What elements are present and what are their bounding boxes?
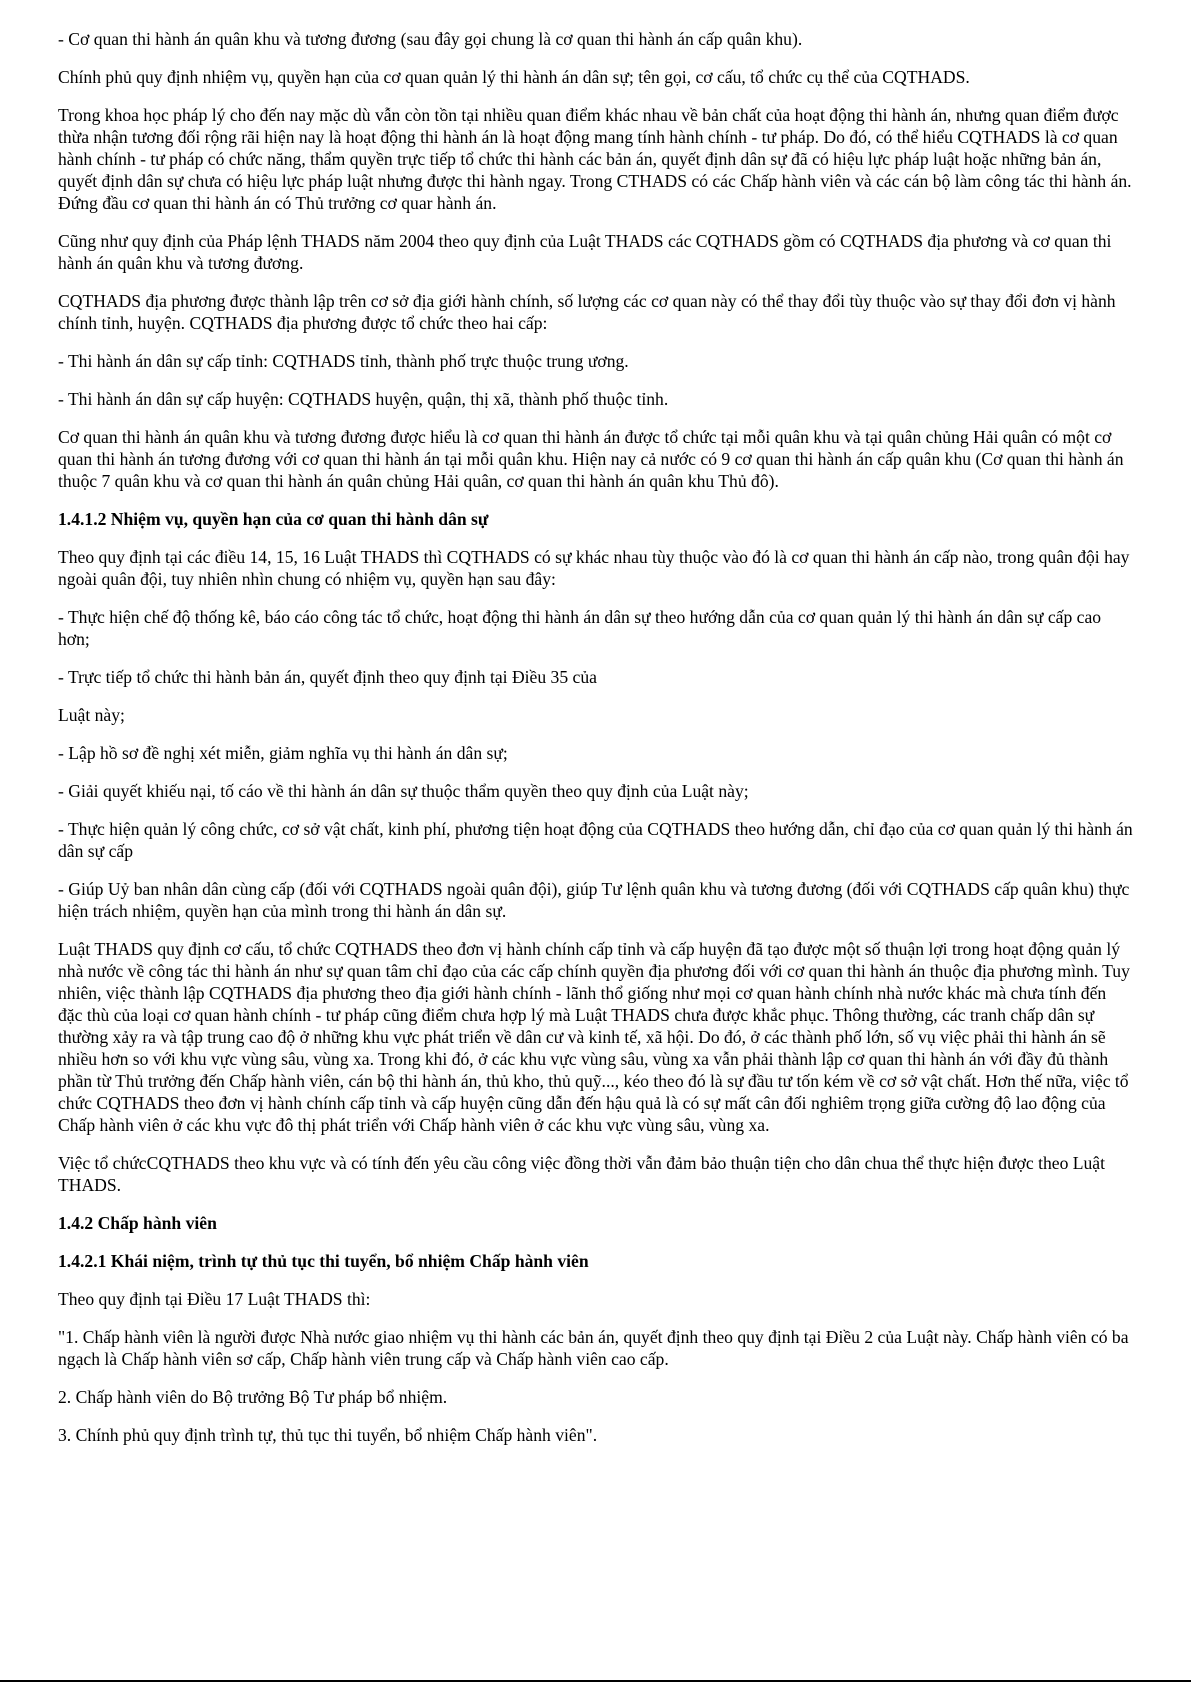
list-item-statistics: - Thực hiện chế độ thống kê, báo cáo công tác tổ chức, hoạt động thi hành án dân sự theo hướng dẫn của cơ quan quản lý thi hành án dân sự cấp cao hơn;	[58, 607, 1102, 649]
quote-clause-1: "1. Chấp hành viên là người được Nhà nước giao nhiệm vụ thi hành các bản án, quyết định theo quy định tại Điều 2 của Luật này. Chấp hành viên có ba ngạch là Chấp hành viên sơ cấp, Chấp hành viên trung cấp và Chấp hành viên cao cấp.	[58, 1327, 1129, 1369]
list-item-provincial: - Thi hành án dân sự cấp tỉnh: CQTHADS tỉnh, thành phố trực thuộc trung ương.	[58, 351, 629, 371]
paragraph-military-agency: - Cơ quan thi hành án quân khu và tương đương (sau đây gọi chung là cơ quan thi hành án cấp quân khu).	[58, 29, 803, 49]
section-heading-enforcer: 1.4.2 Chấp hành viên	[58, 1213, 217, 1233]
section-heading-enforcer-concept: 1.4.2.1 Khái niệm, trình tự thủ tục thi tuyển, bổ nhiệm Chấp hành viên	[58, 1251, 589, 1271]
paragraph-government-regulation: Chính phủ quy định nhiệm vụ, quyền hạn của cơ quan quản lý thi hành án dân sự; tên gọi, cơ cấu, tổ chức cụ thể của CQTHADS.	[58, 67, 970, 87]
list-item-assistance: - Giúp Uỷ ban nhân dân cùng cấp (đối với CQTHADS ngoài quân đội), giúp Tư lệnh quân khu và tương đương (đối với CQTHADS cấp quân khu) thực hiện trách nhiệm, quyền hạn của mình trong thi hành án dân sự.	[58, 879, 1130, 921]
page-bottom-rule	[0, 1680, 1191, 1682]
quote-clause-3: 3. Chính phủ quy định trình tự, thủ tục thi tuyển, bổ nhiệm Chấp hành viên".	[58, 1425, 598, 1445]
quote-clause-2: 2. Chấp hành viên do Bộ trưởng Bộ Tư pháp bổ nhiệm.	[58, 1387, 448, 1407]
list-item-district: - Thi hành án dân sự cấp huyện: CQTHADS huyện, quận, thị xã, thành phố thuộc tỉnh.	[58, 389, 669, 409]
paragraph-local-agencies: CQTHADS địa phương được thành lập trên cơ sở địa giới hành chính, số lượng các cơ quan này có thể thay đổi tùy thuộc vào sự thay đổi đơn vị hành chính tỉnh, huyện. CQTHADS địa phương được tổ chức theo hai cấp:	[58, 291, 1116, 333]
list-item-complaints: - Giải quyết khiếu nại, tố cáo về thi hành án dân sự thuộc thẩm quyền theo quy định của Luật này;	[58, 781, 749, 801]
section-heading-duties: 1.4.1.2 Nhiệm vụ, quyền hạn của cơ quan thi hành dân sự	[58, 509, 489, 529]
list-item-exemption: - Lập hồ sơ đề nghị xét miễn, giảm nghĩa vụ thi hành án dân sự;	[58, 743, 508, 763]
list-item-direct-enforcement: - Trực tiếp tổ chức thi hành bản án, quyết định theo quy định tại Điều 35 của	[58, 667, 597, 687]
list-item-management: - Thực hiện quản lý công chức, cơ sở vật chất, kinh phí, phương tiện hoạt động của CQTHADS theo hướng dẫn, chỉ đạo của cơ quan quản lý thi hành án dân sự cấp	[58, 819, 1133, 861]
paragraph-article-17-intro: Theo quy định tại Điều 17 Luật THADS thì:	[58, 1289, 371, 1309]
list-item-continuation: Luật này;	[58, 705, 125, 725]
paragraph-regional-organization: Việc tổ chứcCQTHADS theo khu vực và có tính đến yêu cầu công việc đồng thời vẫn đảm bảo thuận tiện cho dân chua thể thực hiện được theo Luật THADS.	[58, 1153, 1105, 1195]
paragraph-legal-science: Trong khoa học pháp lý cho đến nay mặc dù vẫn còn tồn tại nhiều quan điểm khác nhau về bản chất của hoạt động thi hành án, nhưng quan điểm được thừa nhận tương đối rộng rãi hiện nay là hoạt động thi hành án là hoạt động mang tính hành chính - tư pháp. Do đó, có thể hiểu CQTHADS là cơ quan hành chính - tư pháp có chức năng, thẩm quyền trực tiếp tổ chức thi hành các bản án, quyết định dân sự đã có hiệu lực pháp luật hoặc những bản án, quyết định dân sự chưa có hiệu lực pháp luật nhưng được thi hành ngay. Trong CTHADS có các Chấp hành viên và các cán bộ làm công tác thi hành án. Đứng đầu cơ quan thi hành án có Thủ trưởng cơ quar hành án.	[58, 105, 1132, 213]
paragraph-military-region: Cơ quan thi hành án quân khu và tương đương được hiểu là cơ quan thi hành án được tổ chức tại mỗi quân khu và tại quân chủng Hải quân có một cơ quan thi hành án tương đương với cơ quan thi hành án tại mỗi quân khu. Hiện nay cả nước có 9 cơ quan thi hành án cấp quân khu (Cơ quan thi hành án thuộc 7 quân khu và cơ quan thi hành án quân chủng Hải quân, cơ quan thi hành án quân khu Thủ đô).	[58, 427, 1124, 491]
paragraph-structure-analysis: Luật THADS quy định cơ cấu, tổ chức CQTHADS theo đơn vị hành chính cấp tỉnh và cấp huyện đã tạo được một số thuận lợi trong hoạt động quản lý nhà nước về công tác thi hành án như sự quan tâm chỉ đạo của các cấp chính quyền địa phương đối với cơ quan thi hành án thuộc địa phương mình. Tuy nhiên, việc thành lập CQTHADS địa phương theo địa giới hành chính - lãnh thổ giống như mọi cơ quan hành chính nhà nước khác mà chưa tính đến đặc thù của loại cơ quan hành chính - tư pháp cũng điểm chưa hợp lý mà Luật THADS chưa được khắc phục. Thông thường, các tranh chấp dân sự thường xảy ra và tập trung cao độ ở những khu vực phát triển về dân cư và kinh tế, xã hội. Do đó, ở các thành phố lớn, số vụ việc phải thi hành án sẽ nhiều hơn so với khu vực vùng sâu, vùng xa. Trong khi đó, ở các khu vực vùng sâu, vùng xa vẫn phải thành lập cơ quan thi hành án với đầy đủ thành phần từ Thủ trưởng đến Chấp hành viên, cán bộ thi hành án, thủ kho, thủ quỹ..., kéo theo đó là sự đầu tư tốn kém về cơ sở vật chất. Hơn thế nữa, việc tổ chức CQTHADS theo đơn vị hành chính cấp tỉnh và cấp huyện cũng dẫn đến hậu quả là có sự mất cân đối nghiêm trọng giữa cường độ lao động của Chấp hành viên ở các khu vực đô thị phát triển với Chấp hành viên ở các khu vực vùng sâu, vùng xa.	[58, 939, 1130, 1135]
document-page	[58, 28, 1134, 1462]
paragraph-ordinance-2004: Cũng như quy định của Pháp lệnh THADS năm 2004 theo quy định của Luật THADS các CQTHADS gồm có CQTHADS địa phương và cơ quan thi hành án quân khu và tương đương.	[58, 231, 1112, 273]
paragraph-duties-intro: Theo quy định tại các điều 14, 15, 16 Luật THADS thì CQTHADS có sự khác nhau tùy thuộc vào đó là cơ quan thi hành án cấp nào, trong quân đội hay ngoài quân đội, tuy nhiên nhìn chung có nhiệm vụ, quyền hạn sau đây:	[58, 547, 1130, 589]
